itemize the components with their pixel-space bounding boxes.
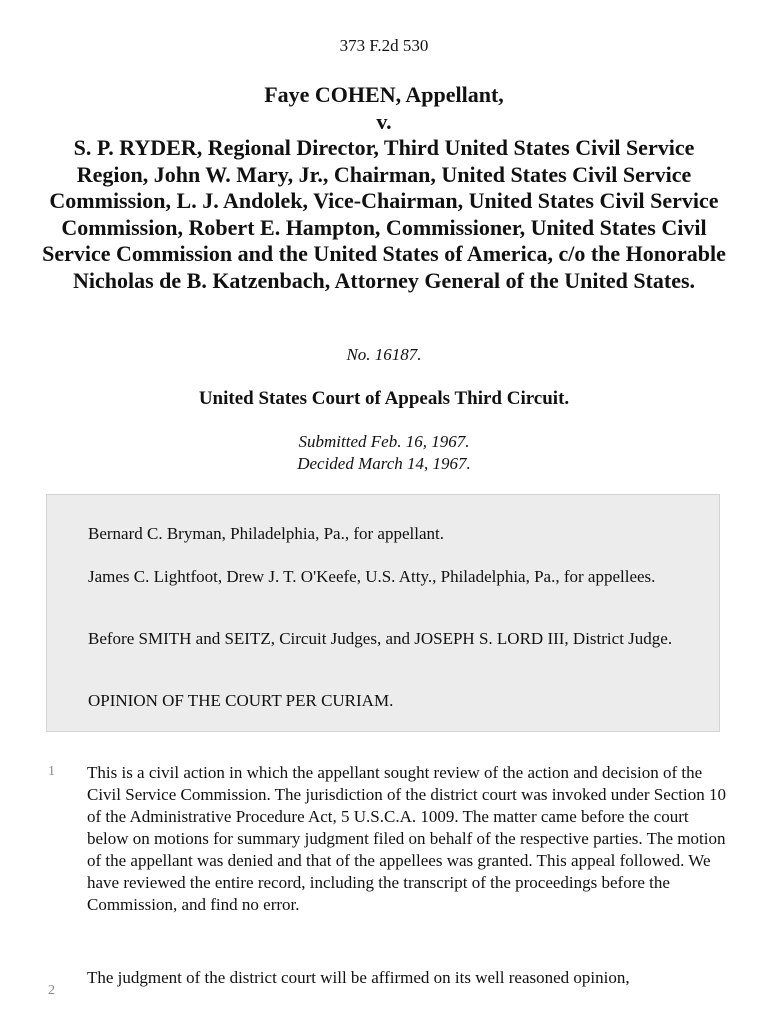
decided-date: Decided March 14, 1967. — [297, 454, 471, 473]
paragraph-number: 2 — [48, 983, 55, 998]
appellees-names: S. P. RYDER, Regional Director, Third United States Civil Service Region, John W. Mary, Jr., Chairman, United States Civil Service Commission, L. J. Andolek, Vice-Chairman, United States Civil Service Commission, Robert E. Hampton, Commissioner, United States Civil Service Commission and the United States of America, c/o the Honorable Nicholas de B. Katzenbach, Attorney General of the United States. — [42, 135, 726, 293]
opinion-heading: OPINION OF THE COURT PER CURIAM. — [88, 691, 394, 710]
opinion-paragraph: The judgment of the district court will be affirmed on its well reasoned opinion, — [87, 968, 630, 987]
case-citation: 373 F.2d 530 — [339, 36, 429, 55]
case-caption — [40, 82, 728, 294]
versus-marker: v. — [376, 108, 392, 134]
counsel-panel — [46, 494, 720, 732]
paragraph-number: 1 — [48, 764, 55, 779]
submitted-date: Submitted Feb. 16, 1967. — [298, 432, 470, 451]
court-name: United States Court of Appeals Third Circuit. — [198, 388, 570, 409]
appellant-counsel: Bernard C. Bryman, Philadelphia, Pa., for appellant. — [88, 524, 444, 543]
judges-panel: Before SMITH and SEITZ, Circuit Judges, and JOSEPH S. LORD III, District Judge. — [88, 629, 673, 648]
docket-number: No. 16187. — [346, 345, 422, 364]
appellant-name: Faye COHEN, Appellant, — [264, 82, 504, 107]
opinion-paragraph: This is a civil action in which the appellant sought review of the action and decision of the Civil Service Commission. The jurisdiction of the district court was invoked under Section 10 of the Administrative Procedure Act, 5 U.S.C.A. 1009. The matter came before the court below on motions for summary judgment filed on behalf of the respective parties. The motion of the appellant was denied and that of the appellees was granted. This appeal followed. We have reviewed the entire record, including the transcript of the proceedings before the Commission, and find no error. — [87, 763, 726, 914]
appellees-counsel: James C. Lightfoot, Drew J. T. O'Keefe, U.S. Atty., Philadelphia, Pa., for appellees. — [88, 567, 656, 586]
decision-dates — [0, 431, 768, 475]
